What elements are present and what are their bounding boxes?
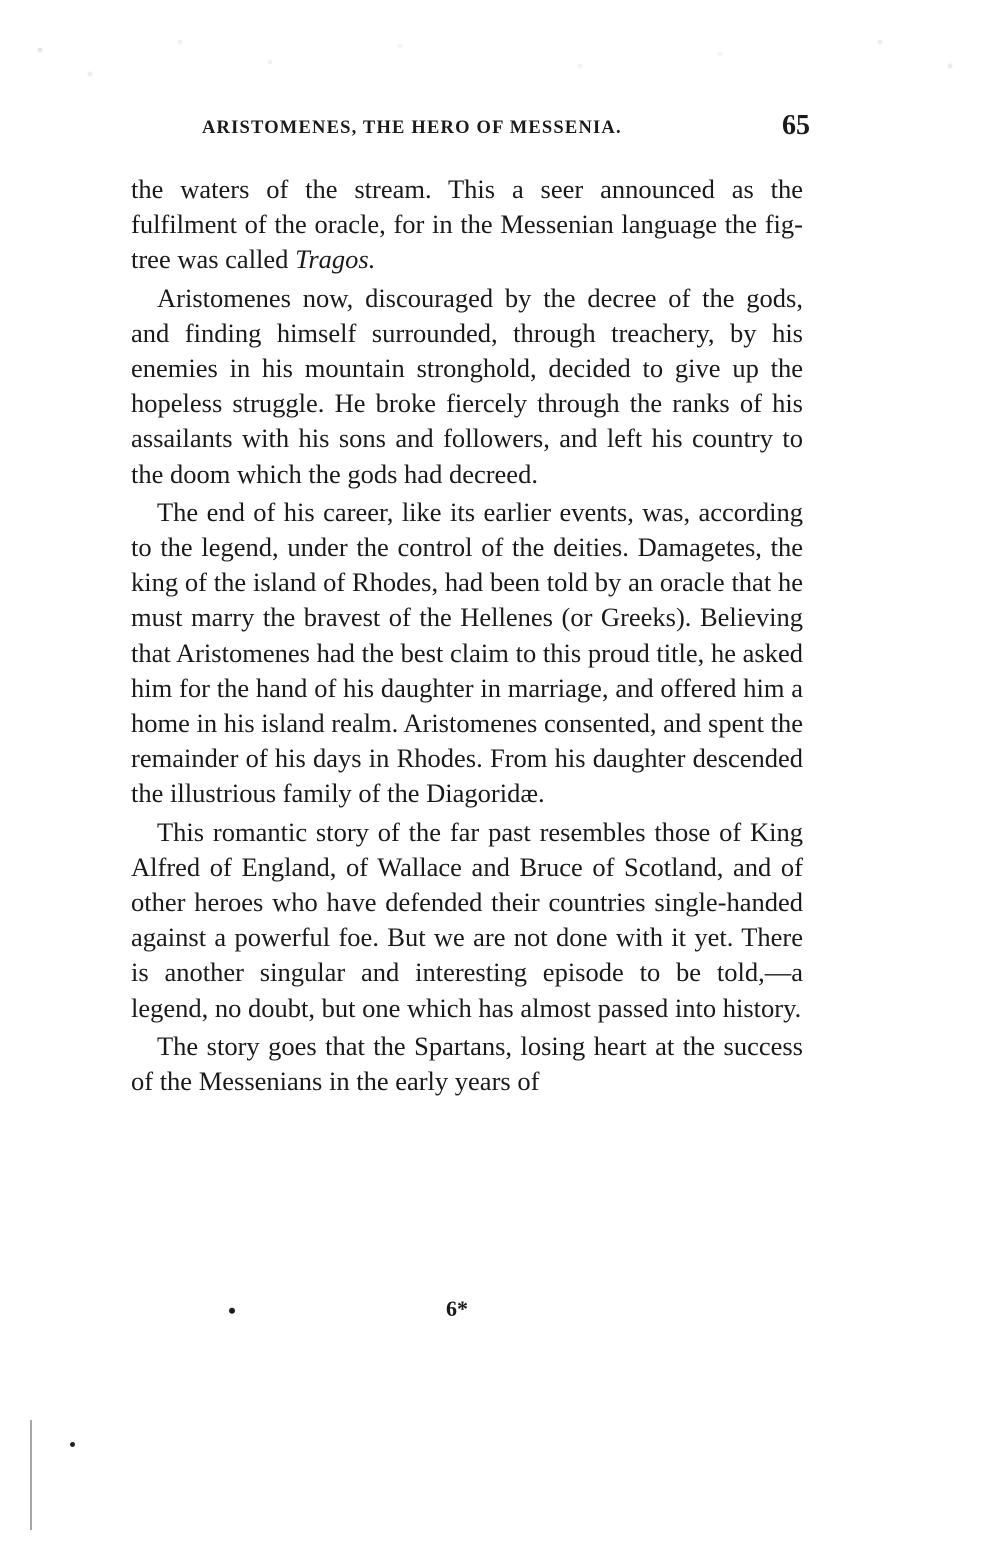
body-text	[131, 172, 803, 1102]
scan-artifacts	[0, 18, 1000, 98]
page-header	[130, 110, 810, 150]
page-number: 65	[782, 110, 810, 141]
paragraph-3: The end of his career, like its earlier events, was, according to the legend, under the control of the deities. Damagetes, the king of the island of Rhodes, had been told by an oracle that he must marry the bravest of the Hellenes (or Greeks). Believing that Aristomenes had the best claim to this proud title, he asked him for the hand of his daughter in marriage, and offered him a home in his island realm. Aristomenes consented, and spent the remainder of his days in Rhodes. From his daughter descended the illustrious family of the Diagoridæ.	[131, 496, 803, 809]
signature-mark: 6*	[446, 1296, 468, 1321]
page-edge-mark	[30, 1420, 32, 1530]
running-title: ARISTOMENES, THE HERO OF MESSENIA.	[202, 118, 622, 138]
paragraph-2: Aristomenes now, discouraged by the decree of the gods, and finding himself surrounded, through treachery, by his enemies in his mountain stronghold, decided to give up the hopeless struggle. He broke fiercely through the ranks of his assailants with his sons and followers, and left his country to the doom which the gods had decreed.	[131, 282, 803, 489]
paragraph-1	[131, 172, 803, 278]
paragraph-5: The story goes that the Spartans, losing heart at the success of the Messenians in the early years of	[131, 1030, 803, 1097]
paragraph-4: This romantic story of the far past resembles those of King Alfred of England, of Wallace and Bruce of Scotland, and of other heroes who have defended their countries single-handed against a powerful foe. But we are not done with it yet. There is another singular and interesting episode to be told,—a legend, no doubt, but one which has almost passed into history.	[131, 816, 803, 1023]
stray-ink-dot	[70, 1442, 75, 1447]
italic-word-tragos: Tragos.	[295, 244, 376, 275]
paragraph-1-text: the waters of the stream. This a seer announced as the fulfilment of the oracle, for in the Messenian language the fig-tree was called	[131, 174, 803, 275]
page-footer	[130, 1296, 810, 1336]
footer-ornament: •	[228, 1298, 236, 1323]
